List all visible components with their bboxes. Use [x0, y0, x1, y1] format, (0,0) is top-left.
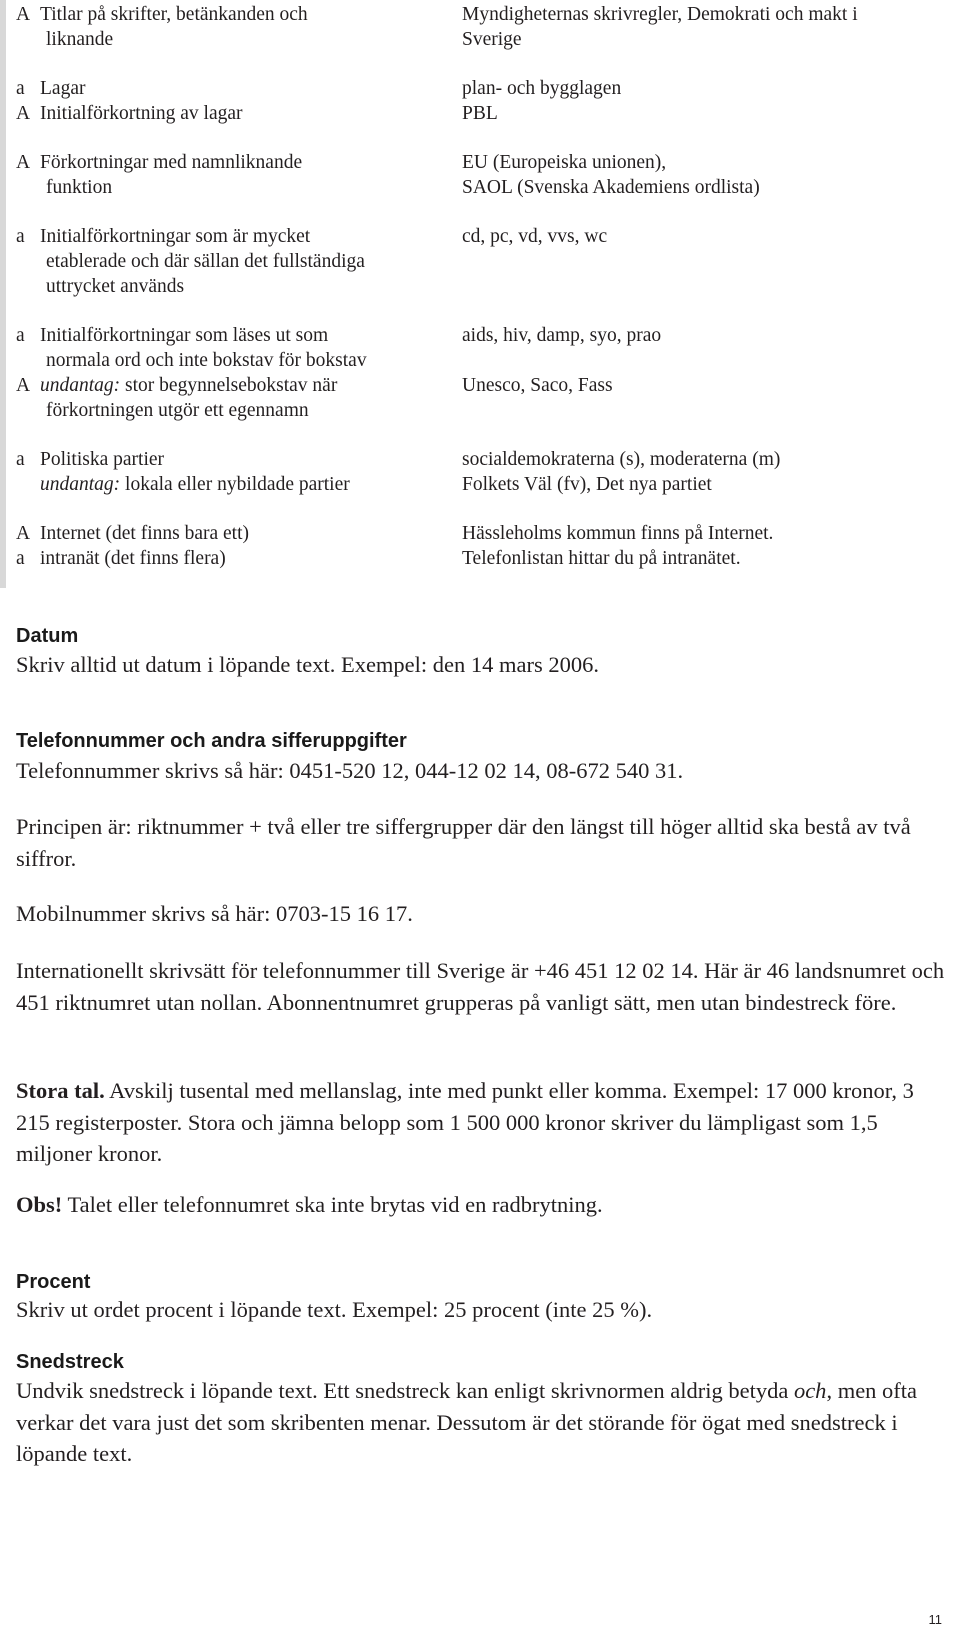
- table-row: [16, 521, 946, 546]
- page-number: 11: [928, 1612, 942, 1627]
- row-marker: a: [16, 548, 25, 569]
- telefon-paragraph: Mobilnummer skrivs så här: 0703-15 16 17.: [16, 901, 413, 926]
- row-label: lokala eller nybildade partier: [125, 474, 350, 495]
- table-row: [16, 373, 946, 423]
- margin-rule: [0, 0, 6, 588]
- row-label: liknande: [46, 29, 114, 50]
- row-label: förkortningen utgör ett egennamn: [46, 400, 309, 421]
- row-label: intranät (det finns flera): [40, 548, 226, 569]
- table-row: [16, 447, 946, 472]
- section-heading-telefon: Telefonnummer och andra sifferuppgifter: [16, 730, 407, 752]
- telefon-paragraph: Principen är: riktnummer + två eller tre siffergrupper där den längst till höger alltid ska bestå av två siffror.: [16, 814, 911, 871]
- row-example: Folkets Väl (fv), Det nya partiet: [462, 474, 712, 495]
- obs-text: Talet eller telefonnumret ska inte brytas vid en radbrytning.: [62, 1192, 603, 1217]
- row-marker: A: [16, 375, 31, 396]
- row-example: Sverige: [462, 29, 522, 50]
- procent-text: Skriv ut ordet procent i löpande text. Exempel: 25 procent (inte 25 %).: [16, 1297, 653, 1322]
- row-label: Initialförkortning av lagar: [40, 103, 243, 124]
- section-heading-snedstreck: Snedstreck: [16, 1351, 124, 1373]
- row-example: EU (Europeiska unionen),: [462, 152, 667, 173]
- table-row: [16, 224, 946, 299]
- row-example: Hässleholms kommun finns på Internet.: [462, 523, 774, 544]
- row-label: Lagar: [40, 78, 86, 99]
- row-marker: A: [16, 4, 31, 25]
- snedstreck-text: , men ofta verkar det vara just det som skribenten menar. Dessutom är det störande för ögat med snedstreck i löpande text.: [16, 1378, 918, 1466]
- stora-tal-label: Stora tal.: [16, 1078, 105, 1103]
- table-row: [16, 76, 946, 101]
- row-example: socialdemokraterna (s), moderaterna (m): [462, 449, 781, 470]
- telefon-paragraph: Telefonnummer skrivs så här: 0451-520 12, 044-12 02 14, 08-672 540 31.: [16, 758, 684, 783]
- row-label: Initialförkortningar som läses ut som: [40, 325, 329, 346]
- row-label: Internet (det finns bara ett): [40, 523, 249, 544]
- row-marker: a: [16, 78, 25, 99]
- row-label: Politiska partier: [40, 449, 165, 470]
- row-label: uttrycket används: [46, 276, 185, 297]
- obs-paragraph: [16, 1189, 946, 1221]
- datum-text: Skriv alltid ut datum i löpande text. Exempel: den 14 mars 2006.: [16, 652, 600, 677]
- snedstreck-paragraph: [16, 1375, 946, 1470]
- abbreviation-table: [16, 2, 946, 571]
- row-label: stor begynnelsebokstav när: [125, 375, 338, 396]
- snedstreck-text: Undvik snedstreck i löpande text. Ett snedstreck kan enligt skrivnormen aldrig betyda: [16, 1378, 794, 1403]
- obs-label: Obs!: [16, 1192, 63, 1217]
- exception-label: undantag:: [40, 474, 121, 495]
- row-example: Telefonlistan hittar du på intranätet.: [462, 548, 741, 569]
- row-marker: a: [16, 449, 25, 470]
- table-row: [16, 101, 946, 126]
- snedstreck-emphasis: och: [793, 1378, 827, 1403]
- row-label: Titlar på skrifter, betänkanden och: [40, 4, 308, 25]
- row-marker: A: [16, 523, 31, 544]
- row-label: etablerade och där sällan det fullständiga: [46, 251, 365, 272]
- table-row: [16, 2, 946, 52]
- row-marker: [16, 472, 40, 497]
- row-marker: a: [16, 325, 25, 346]
- row-example: PBL: [462, 103, 498, 124]
- row-example: plan- och bygglagen: [462, 78, 622, 99]
- section-heading-procent: Procent: [16, 1271, 91, 1293]
- exception-label: undantag:: [40, 375, 121, 396]
- row-marker: A: [16, 152, 31, 173]
- section-heading-datum: Datum: [16, 625, 79, 647]
- stora-tal-text: Avskilj tusental med mellanslag, inte med punkt eller komma. Exempel: 17 000 kronor, 3 215 registerposter. Stora och jämna belopp som 1 500 000 kronor skriver du lämpligast som 1,5 miljoner kronor.: [16, 1078, 914, 1166]
- table-row: [16, 150, 946, 200]
- row-label: funktion: [46, 177, 113, 198]
- telefon-paragraph: Internationellt skrivsätt för telefonnummer till Sverige är +46 451 12 02 14. Här är 46 landsnumret och 451 riktnumret utan nollan. Abonnentnumret grupperas på vanligt sätt, men utan bindestreck före.: [16, 958, 945, 1015]
- row-label: Förkortningar med namnliknande: [40, 152, 303, 173]
- row-marker: A: [16, 103, 31, 124]
- table-row: [16, 323, 946, 373]
- row-example: cd, pc, vd, vvs, wc: [462, 226, 608, 247]
- row-marker: a: [16, 226, 25, 247]
- row-label: normala ord och inte bokstav för bokstav: [46, 350, 367, 371]
- table-row: [16, 472, 946, 497]
- row-label: Initialförkortningar som är mycket: [40, 226, 311, 247]
- row-example: Myndigheternas skrivregler, Demokrati och makt i: [462, 4, 858, 25]
- row-example: aids, hiv, damp, syo, prao: [462, 325, 662, 346]
- table-row: [16, 546, 946, 571]
- row-example: SAOL (Svenska Akademiens ordlista): [462, 177, 760, 198]
- stora-tal-paragraph: [16, 1075, 946, 1170]
- row-example: Unesco, Saco, Fass: [462, 375, 613, 396]
